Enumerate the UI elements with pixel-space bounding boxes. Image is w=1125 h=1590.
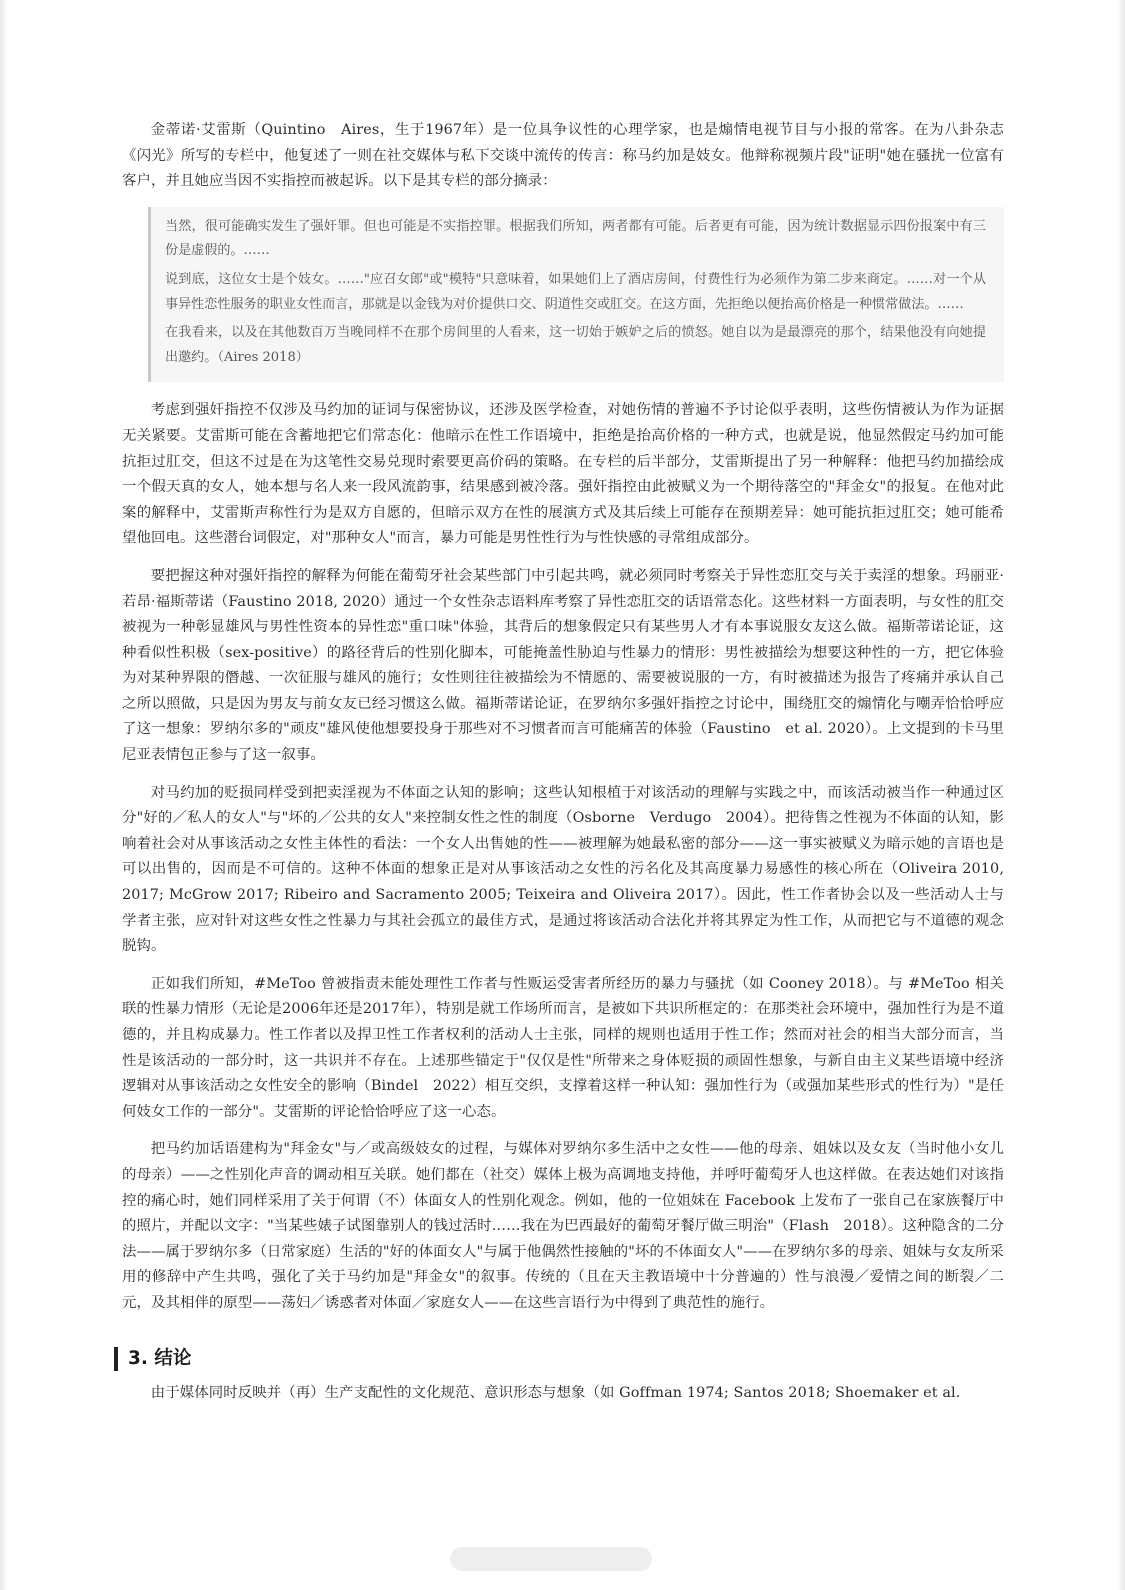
quote-paragraph: 当然，很可能确实发生了强奸罪。但也可能是不实指控罪。根据我们所知，两者都有可能。后者更有可能，因为统计数据显示四份报案中有三份是虚假的。…… bbox=[165, 218, 986, 259]
section-heading: 3. 结论 bbox=[114, 1347, 1004, 1371]
quote-paragraph: 说到底，这位女士是个妓女。……"应召女郎"或"模特"只意味着，如果她们上了酒店房间，付费性行为必须作为第二步来商定。……对一个从事异性恋性服务的职业女性而言，那就是以金钱为对价提供口交、阴道性交或肛交。在这方面，先拒绝以便抬高价格是一种惯常做法。…… bbox=[165, 271, 986, 312]
paragraph: 把马约加话语建构为"拜金女"与／或高级妓女的过程，与媒体对罗纳尔多生活中之女性——他的母亲、姐妹以及女友（当时他小女儿的母亲）——之性别化声音的调动相互关联。她们都在（社交）媒体上极为高调地支持他，并呼吁葡萄牙人也这样做。在表达她们对该指控的痛心时，她们同样采用了关于何谓（不）体面女人的性别化观念。例如，他的一位姐妹在 Facebook 上发布了一张自己在家族餐厅中的照片，并配以文字："当某些婊子试图靠别人的钱过活时……我在为巴西最好的葡萄牙餐厅做三明治"（Flash 2018）。这种隐含的二分法——属于罗纳尔多（日常家庭）生活的"好的体面女人"与属于他偶然性接触的"坏的不体面女人"——在罗纳尔多的母亲、姐妹与女友所采用的修辞中产生共鸣，强化了关于马约加是"拜金女"的叙事。传统的（且在天主教语境中十分普遍的）性与浪漫／爱情之间的断裂／二元，及其相伴的原型——荡妇／诱惑者对体面／家庭女人——在这些言语行为中得到了典范性的施行。 bbox=[122, 1141, 1004, 1311]
page-edge-left bbox=[0, 0, 8, 1590]
page-scroll-indicator bbox=[450, 1547, 652, 1571]
block-quote bbox=[148, 207, 1004, 383]
paragraph-conclusion: 由于媒体同时反映并（再）生产支配性的文化规范、意识形态与想象（如 Goffman 1974; Santos 2018; Shoemaker et al. bbox=[150, 1384, 961, 1401]
quote-paragraph: 在我看来，以及在其他数百万当晚同样不在那个房间里的人看来，这一切始于嫉妒之后的愤怒。她自以为是最漂亮的那个，结果他没有向她提出邀约。（Aires 2018） bbox=[165, 325, 986, 365]
paragraph: 要把握这种对强奸指控的解释为何能在葡萄牙社会某些部门中引起共鸣，就必须同时考察关于异性恋肛交与关于卖淫的想象。玛丽亚·若昂·福斯蒂诺（Faustino 2018, 2020）通过一个女性杂志语料库考察了异性恋肛交的话语常态化。这些材料一方面表明，与女性的肛交被视为一种彰显雄风与男性性资本的异性恋"重口味"体验，其背后的想象假定只有某些男人才有本事说服女友这么做。福斯蒂诺论证，这种看似性积极（sex-positive）的路径背后的性别化脚本，可能掩盖性胁迫与性暴力的情形：男性被描绘为想要这种性的一方，把它体验为对某种界限的僭越、一次征服与雄风的施行；女性则往往被描绘为不情愿的、需要被说服的一方，有时被描述为报告了疼痛并承认自己之所以照做，只是因为男友与前女友已经习惯这么做。福斯蒂诺论证，在罗纳尔多强奸指控之讨论中，围绕肛交的煽情化与嘲弄恰恰呼应了这一想象：罗纳尔多的"顽皮"雄风使他想要投身于那些对不习惯者而言可能痛苦的体验（Faustino et al. 2020）。上文提到的卡马里尼亚表情包正参与了这一叙事。 bbox=[122, 567, 1004, 764]
paragraph: 考虑到强奸指控不仅涉及马约加的证词与保密协议，还涉及医学检查，对她伤情的普遍不予讨论似乎表明，这些伤情被认为作为证据无关紧要。艾雷斯可能在含蓄地把它们常态化：他暗示在性工作语境中，拒绝是抬高价格的一种方式，也就是说，他显然假定马约加可能抗拒过肛交，但这不过是在为这笔性交易兑现时索要更高价码的策略。在专栏的后半部分，艾雷斯提出了另一种解释：他把马约加描绘成一个假天真的女人，她本想与名人来一段风流韵事，结果感到被冷落。强奸指控由此被赋义为一个期待落空的"拜金女"的报复。在他对此案的解释中，艾雷斯声称性行为是双方自愿的，但暗示双方在性的展演方式及其后续上可能存在预期差异：她可能抗拒过肛交；她可能希望他回电。这些潜台词假定，对"那种女人"而言，暴力可能是男性性行为与性快感的寻常组成部分。 bbox=[122, 402, 1004, 547]
article-body bbox=[122, 118, 1004, 1418]
paragraph: 对马约加的贬损同样受到把卖淫视为不体面之认知的影响；这些认知根植于对该活动的理解与实践之中，而该活动被当作一种通过区分"好的／私人的女人"与"坏的／公共的女人"来控制女性之性的制度（Osborne Verdugo 2004）。把待售之性视为不体面的认知，影响着社会对从事该活动之女性主体性的看法：一个女人出售她的性——被理解为她最私密的部分——这一事实被赋义为暗示她的言语也是可以出售的，因而是不可信的。这种不体面的想象正是对从事该活动之女性的污名化及其高度暴力易感性的核心所在（Oliveira 2010, 2017; McGrow 2017; Ribeiro and Sacramento 2005; Teixeira and Oliveira 2017）。因此，性工作者协会以及一些活动人士与学者主张，应对针对这些女性之性暴力与其社会孤立的最佳方式，是通过将该活动合法化并将其界定为性工作，从而把它与不道德的观念脱钩。 bbox=[122, 784, 1004, 955]
paragraph: 正如我们所知，#MeToo 曾被指责未能处理性工作者与性贩运受害者所经历的暴力与骚扰（如 Cooney 2018）。与 #MeToo 相关联的性暴力情形（无论是2006年还是2017年），特别是就工作场所而言，是被如下共识所框定的：在那类社会环境中，强加性行为是不道德的，并且构成暴力。性工作者以及捍卫性工作者权利的活动人士主张，同样的规则也适用于性工作；然而对社会的相当大部分而言，当性是该活动的一部分时，这一共识并不存在。上述那些锚定于"仅仅是性"所带来之身体贬损的顽固性想象，与新自由主义某些语境中经济逻辑对从事该活动之女性安全的影响（Bindel 2022）相互交织，支撑着这样一种认知：强加性行为（或强加某些形式的性行为）"是任何妓女工作的一部分"。艾雷斯的评论恰恰呼应了这一心态。 bbox=[122, 975, 1004, 1120]
paragraph-intro: 金蒂诺·艾雷斯（Quintino Aires，生于1967年）是一位具争议性的心理学家，也是煽情电视节目与小报的常客。在为八卦杂志《闪光》所写的专栏中，他复述了一则在社交媒体与私下交谈中流传的传言：称马约加是妓女。他辩称视频片段"证明"她在骚扰一位富有客户，并且她应当因不实指控而被起诉。以下是其专栏的部分摘录： bbox=[122, 122, 1004, 190]
page-edge-right bbox=[1117, 0, 1125, 1590]
